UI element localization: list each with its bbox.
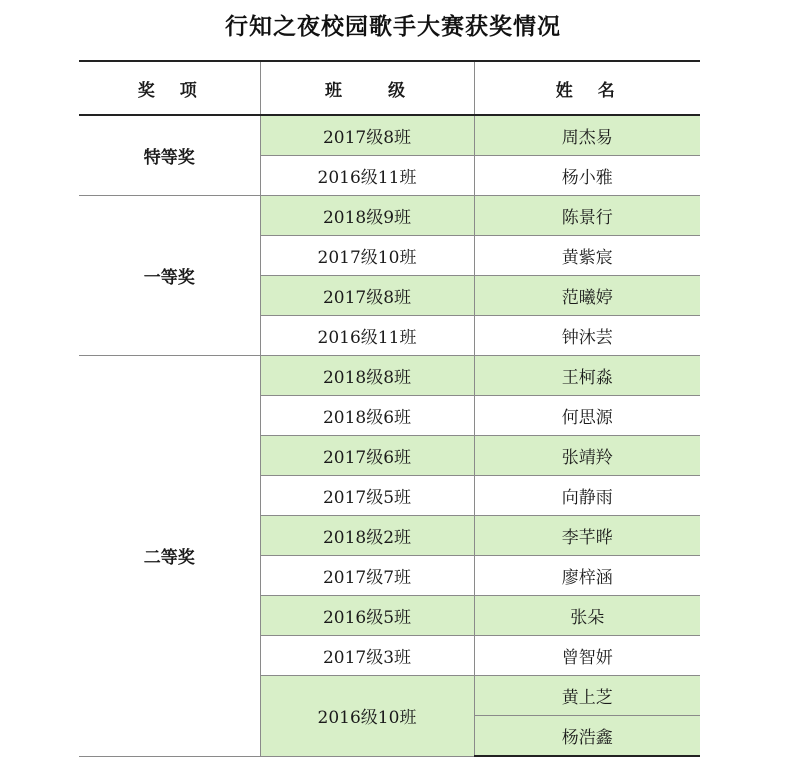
header-row xyxy=(79,61,700,115)
table-row xyxy=(79,356,700,396)
header-name: 姓 名 xyxy=(474,61,700,115)
name-cell: 张靖羚 xyxy=(474,436,700,476)
name-cell: 黄上芝 xyxy=(474,676,700,716)
name-cell: 杨浩鑫 xyxy=(474,716,700,757)
class-cell: 2016级5班 xyxy=(260,596,474,636)
name-cell: 范曦婷 xyxy=(474,276,700,316)
name-cell: 杨小雅 xyxy=(474,156,700,196)
class-cell: 2017级10班 xyxy=(260,236,474,276)
award-level: 二等奖 xyxy=(79,356,260,757)
class-cell: 2016级11班 xyxy=(260,156,474,196)
class-cell: 2016级11班 xyxy=(260,316,474,356)
name-cell: 向静雨 xyxy=(474,476,700,516)
name-cell: 曾智妍 xyxy=(474,636,700,676)
class-cell: 2018级6班 xyxy=(260,396,474,436)
name-cell: 周杰易 xyxy=(474,115,700,156)
class-cell: 2017级3班 xyxy=(260,636,474,676)
name-cell: 陈景行 xyxy=(474,196,700,236)
table-row xyxy=(79,115,700,156)
header-award: 奖 项 xyxy=(79,61,260,115)
table-header xyxy=(79,61,700,115)
name-cell: 钟沐芸 xyxy=(474,316,700,356)
name-cell: 黄紫宸 xyxy=(474,236,700,276)
award-level: 一等奖 xyxy=(79,196,260,356)
award-level: 特等奖 xyxy=(79,115,260,196)
name-cell: 王柯淼 xyxy=(474,356,700,396)
awards-table xyxy=(79,60,700,757)
name-cell: 何思源 xyxy=(474,396,700,436)
table-body xyxy=(79,115,700,756)
table-row xyxy=(79,196,700,236)
class-cell: 2018级2班 xyxy=(260,516,474,556)
class-cell: 2017级7班 xyxy=(260,556,474,596)
class-cell: 2018级9班 xyxy=(260,196,474,236)
name-cell: 张朵 xyxy=(474,596,700,636)
header-class: 班 级 xyxy=(260,61,474,115)
name-cell: 李芊晔 xyxy=(474,516,700,556)
class-cell: 2017级6班 xyxy=(260,436,474,476)
class-cell: 2017级8班 xyxy=(260,276,474,316)
class-cell: 2018级8班 xyxy=(260,356,474,396)
class-cell: 2017级8班 xyxy=(260,115,474,156)
name-cell: 廖梓涵 xyxy=(474,556,700,596)
page-title: 行知之夜校园歌手大赛获奖情况 xyxy=(225,14,561,40)
class-cell: 2016级10班 xyxy=(260,676,474,757)
class-cell: 2017级5班 xyxy=(260,476,474,516)
